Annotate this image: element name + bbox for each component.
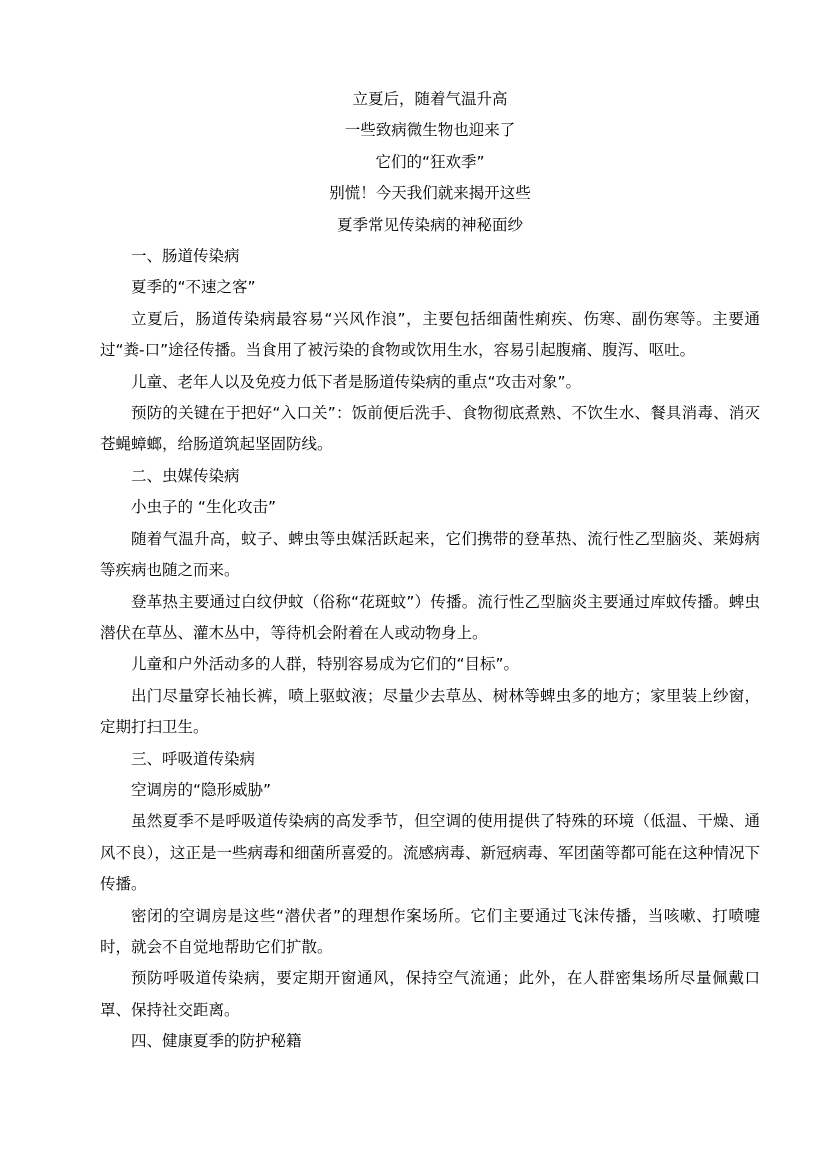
- section-heading-intestinal: 一、肠道传染病: [131, 247, 240, 266]
- intro-line: 别慌！今天我们就来揭开这些: [329, 184, 531, 203]
- intro-line: 立夏后，随着气温升高: [352, 90, 508, 108]
- section-subtitle: 夏季的“不速之客”: [131, 278, 256, 297]
- paragraph: 随着气温升高，蚊子、蜱虫等虫媒活跃起来，它们携带的登革热、流行性乙型脑炎、莱姆病等疾病也随之而来。: [100, 529, 760, 580]
- intro-line: 它们的“狂欢季”: [375, 152, 485, 171]
- paragraph: 预防的关键在于把好“入口关”：饭前便后洗手、食物彻底煮熟、不饮生水、餐具消毒、消灭苍蝇蟑螂，给肠道筑起坚固防线。: [100, 404, 760, 454]
- section-subtitle: 小虫子的 “生化攻击”: [131, 498, 276, 517]
- document-page: [100, 84, 760, 1058]
- intro-block: [100, 84, 760, 241]
- section-heading-protection: 四、健康夏季的防护秘籍: [131, 1032, 302, 1051]
- paragraph: 密闭的空调房是这些“潜伏者”的理想作案场所。它们主要通过飞沫传播，当咳嗽、打喷嚏时，就会不自觉地帮助它们扩散。: [100, 906, 760, 956]
- paragraph: 出门尽量穿长袖长裤，喷上驱蚊液；尽量少去草丛、树林等蜱虫多的地方；家里装上纱窗，定期打扫卫生。: [100, 686, 760, 737]
- paragraph: 登革热主要通过白纹伊蚊（俗称“花斑蚊”）传播。流行性乙型脑炎主要通过库蚊传播。蜱虫潜伏在草丛、灌木丛中，等待机会附着在人或动物身上。: [100, 592, 760, 642]
- intro-line: 一些致病微生物也迎来了: [344, 121, 516, 140]
- body-text: [100, 241, 760, 1058]
- paragraph: 儿童和户外活动多的人群，特别容易成为它们的“目标”。: [131, 655, 520, 674]
- section-heading-respiratory: 三、呼吸道传染病: [131, 749, 256, 768]
- paragraph: 立夏后，肠道传染病最容易“兴风作浪”，主要包括细菌性痢疾、伤寒、副伤寒等。主要通过“粪-口”途径传播。当食用了被污染的食物或饮用生水，容易引起腹痛、腹泻、呕吐。: [100, 309, 760, 360]
- paragraph: 儿童、老年人以及免疫力低下者是肠道传染病的重点“攻击对象”。: [131, 372, 582, 391]
- paragraph: 虽然夏季不是呼吸道传染病的高发季节，但空调的使用提供了特殊的环境（低温、干燥、通风不良），这正是一些病毒和细菌所喜爱的。流感病毒、新冠病毒、军团菌等都可能在这种情况下传播。: [100, 812, 760, 894]
- section-subtitle: 空调房的“隐形威胁”: [131, 780, 272, 799]
- section-heading-vector-borne: 二、虫媒传染病: [131, 466, 240, 485]
- intro-line: 夏季常见传染病的神秘面纱: [336, 215, 523, 234]
- paragraph: 预防呼吸道传染病，要定期开窗通风，保持空气流通；此外，在人群密集场所尽量佩戴口罩、保持社交距离。: [100, 969, 760, 1019]
